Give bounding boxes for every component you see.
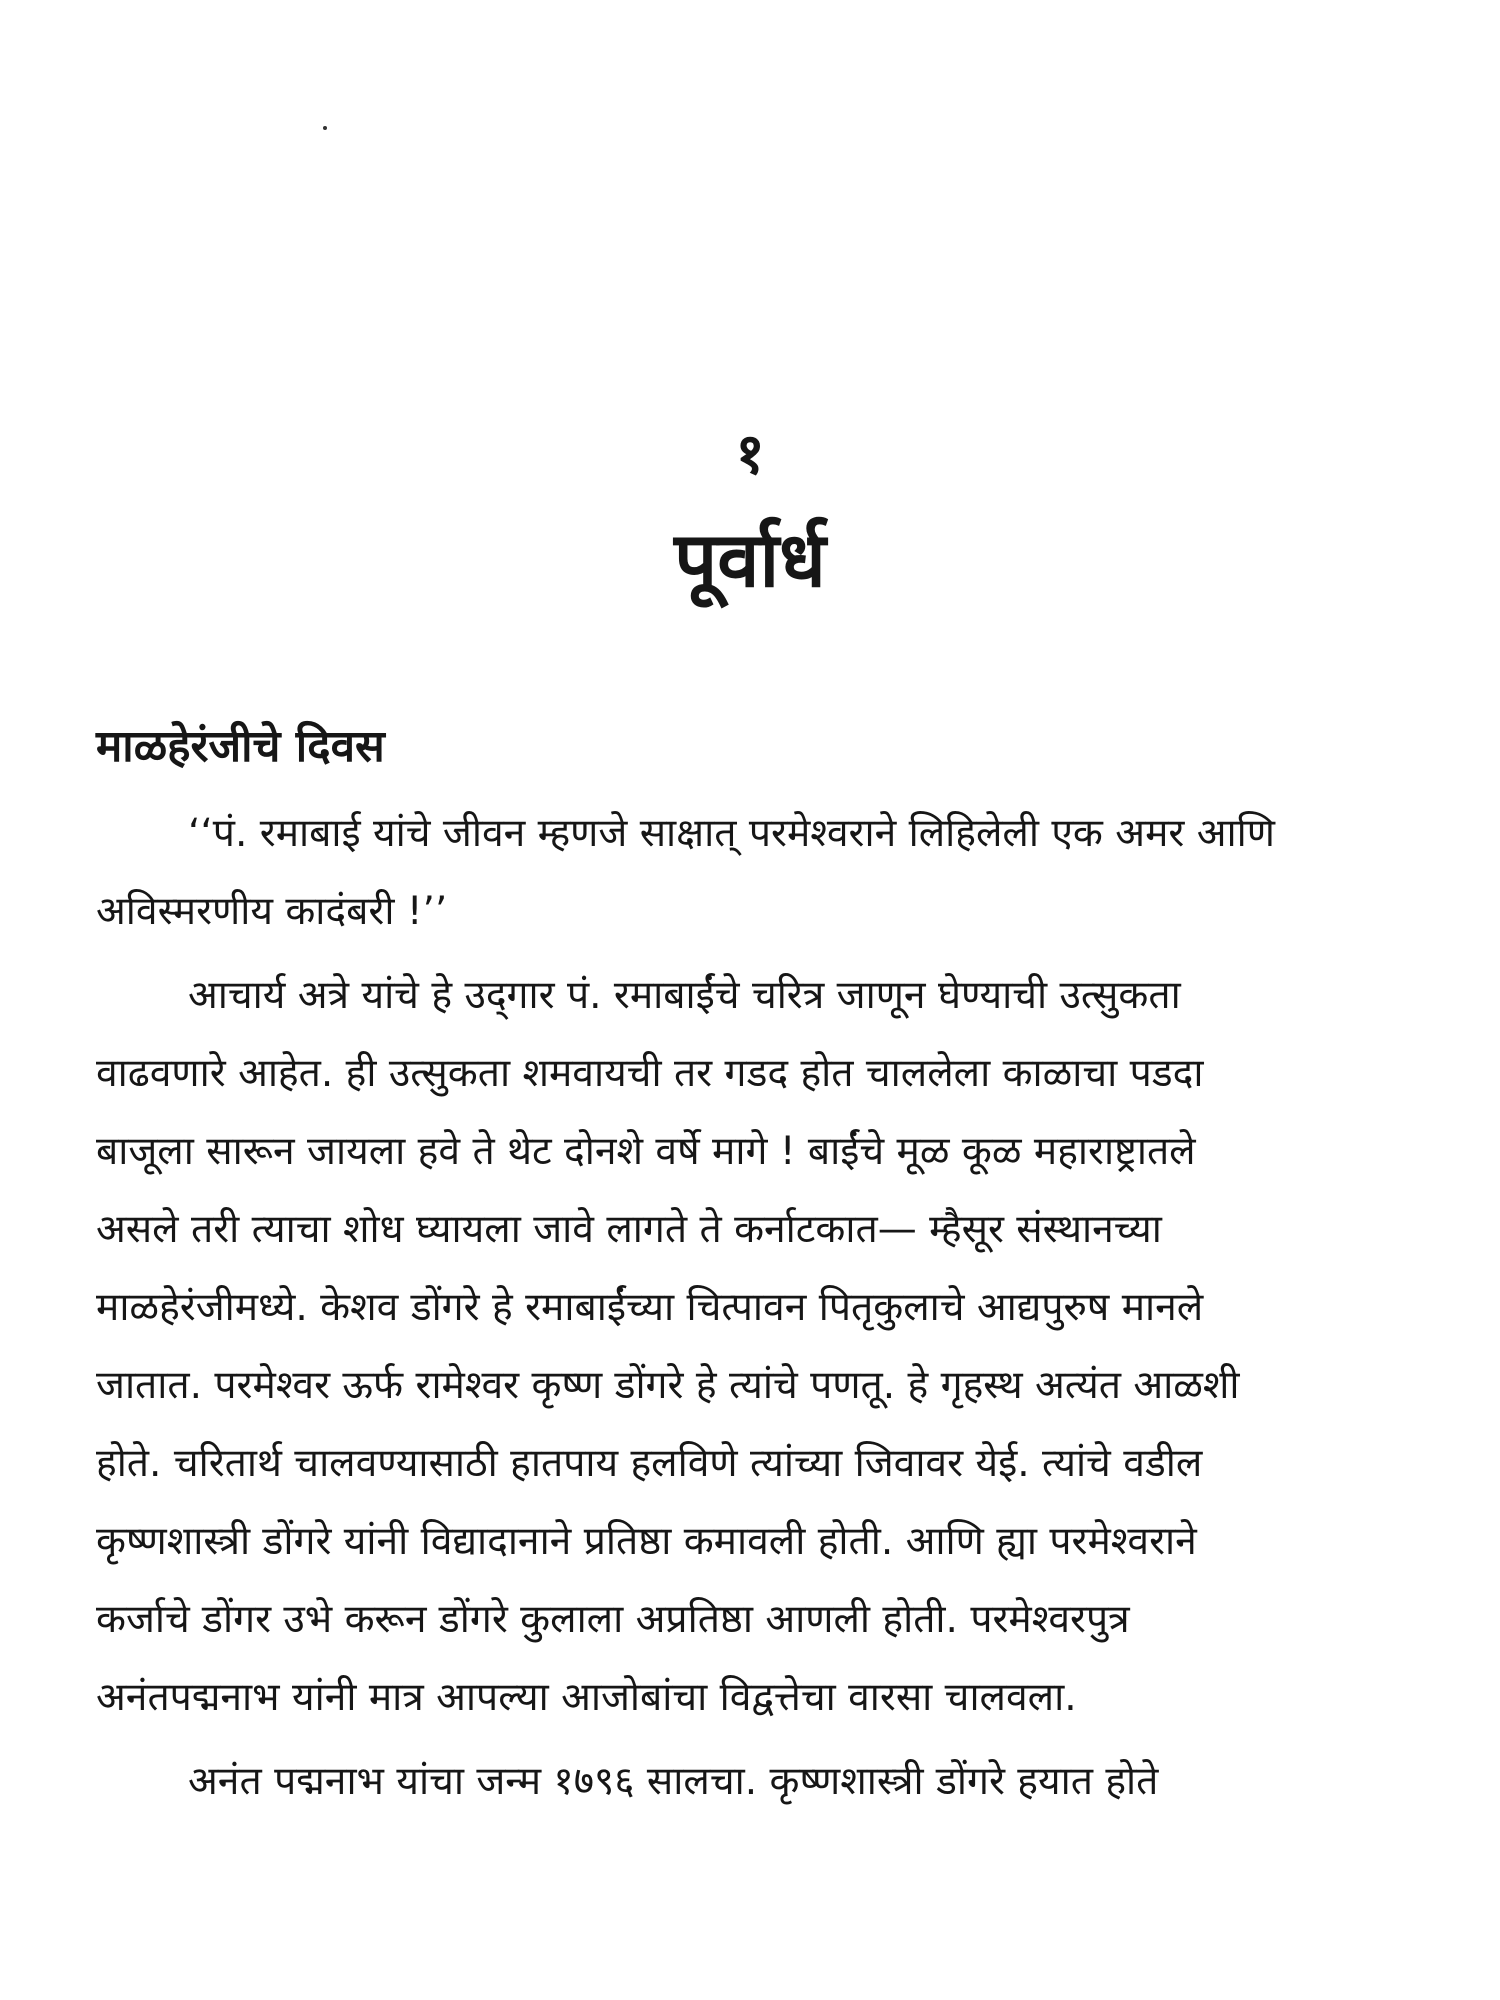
paragraph-line: जातात. परमेश्वर ऊर्फ रामेश्वर कृष्ण डोंगरे हे त्यांचे पणतू. हे गृहस्थ अत्यंत आळशी xyxy=(96,1363,1240,1408)
section-heading: माळहेरंजीचे दिवस xyxy=(96,721,385,772)
paragraph-line: अनंतपद्मनाभ यांनी मात्र आपल्या आजोबांचा विद्वत्तेचा वारसा चालवला. xyxy=(96,1675,1077,1720)
chapter-number: १ xyxy=(735,422,765,487)
paragraph-line: अनंत पद्मनाभ यांचा जन्म १७९६ सालचा. कृष्णशास्त्री डोंगरे हयात होते xyxy=(188,1759,1159,1804)
paragraph-line: आचार्य अत्रे यांचे हे उद्‌गार पं. रमाबाईंचे चरित्र जाणून घेण्याची उत्सुकता xyxy=(188,973,1181,1018)
paragraph-line: कृष्णशास्त्री डोंगरे यांनी विद्यादानाने प्रतिष्ठा कमावली होती. आणि ह्या परमेश्वराने xyxy=(96,1519,1197,1564)
chapter-title: पूर्वार्ध xyxy=(674,515,826,604)
paragraph-line: ‘‘पं. रमाबाई यांचे जीवन म्हणजे साक्षात् परमेश्वराने लिहिलेली एक अमर आणि xyxy=(188,811,1275,856)
paragraph-line: माळहेरंजीमध्ये. केशव डोंगरे हे रमाबाईंच्या चित्पावन पितृकुलाचे आद्यपुरुष मानले xyxy=(96,1285,1204,1330)
paragraph-line: होते. चरितार्थ चालवण्यासाठी हातपाय हलविणे त्यांच्या जिवावर येई. त्यांचे वडील xyxy=(96,1441,1203,1486)
paragraph-line: बाजूला सारून जायला हवे ते थेट दोनशे वर्षे मागे ! बाईंचे मूळ कूळ महाराष्ट्रातले xyxy=(96,1129,1196,1174)
paragraph-line: वाढवणारे आहेत. ही उत्सुकता शमवायची तर गडद होत चाललेला काळाचा पडदा xyxy=(96,1051,1204,1096)
body-text xyxy=(96,795,1406,1821)
print-speck xyxy=(323,126,327,130)
paragraph-line: कर्जाचे डोंगर उभे करून डोंगरे कुलाला अप्रतिष्ठा आणली होती. परमेश्वरपुत्र xyxy=(96,1597,1130,1642)
paragraph-line: अविस्मरणीय कादंबरी !’’ xyxy=(96,889,448,934)
paragraph-line: असले तरी त्याचा शोध घ्यायला जावे लागते ते कर्नाटकात— म्हैसूर संस्थानच्या xyxy=(96,1207,1162,1252)
